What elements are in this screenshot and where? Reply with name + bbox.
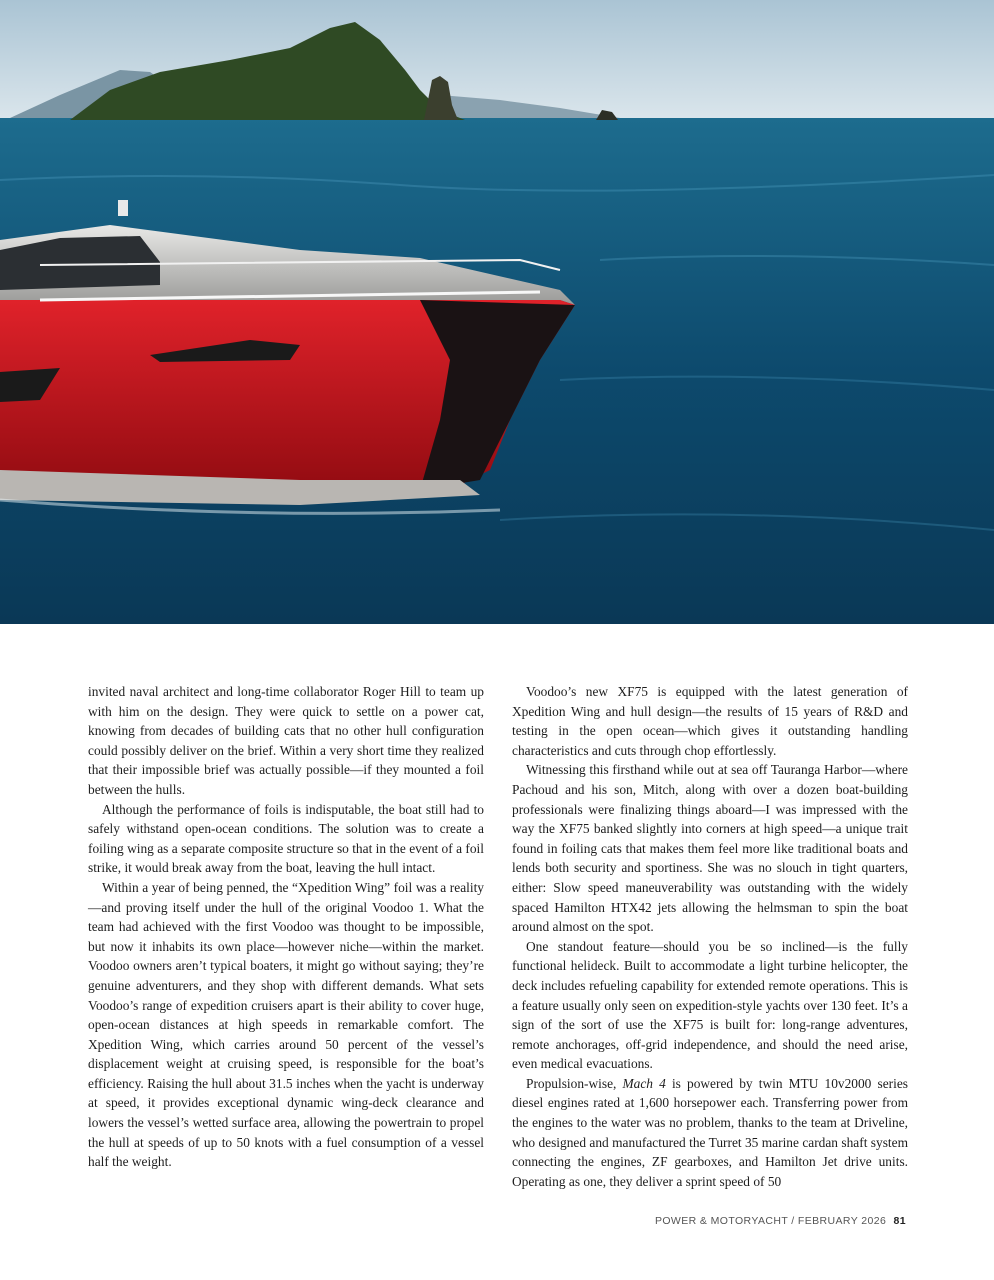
paragraph: Witnessing this firsthand while out at sea off Tauranga Harbor—where Pachoud and his son, Mitch, along with over a dozen boat-building professionals were finalizing things aboard—I was impressed with the way the XF75 banked slightly into corners at high speed—a unique trait found in foiling cats that makes them feel more like traditional boats and lends both security and sportiness. She was no slouch in tight quarters, either: Slow speed maneuverability was outstanding with the widely spaced Hamilton HTX42 jets allowing the helmsman to spin the boat around almost on the spot.: [512, 762, 908, 935]
paragraph-rest: is powered by twin MTU 10v2000 series diesel engines rated at 1,600 horsepower each. Transferring power from the engines to the water was no problem, thanks to the team at Driveline, who designed and manufactured the Turret 35 marine cardan shaft system connecting the engines, ZF gearboxes, and Hamilton Jet drive units. Operating as one, they deliver a sprint speed of 50: [512, 1075, 908, 1189]
paragraph: Voodoo’s new XF75 is equipped with the latest generation of Xpedition Wing and hull design—the results of 15 years of R&D and testing in the open ocean—which gives it outstanding handling characteristics and cuts through chop effortlessly.: [512, 684, 908, 758]
paragraph: [512, 1074, 908, 1192]
boat-name: Mach 4: [622, 1075, 666, 1091]
paragraph: Within a year of being penned, the “Xpedition Wing” foil was a reality—and proving itself under the hull of the original Voodoo 1. What the team had achieved with the first Voodoo was thought to be impossible, but now it inhabits its own place—however niche—within the market. Voodoo owners aren’t typical boaters, it might go without saying; they’re genuine adventurers, and they shop with different demands. What sets Voodoo’s range of expedition cruisers apart is their ability to cover huge, open-ocean distances at high speeds in remarkable comfort. The Xpedition Wing, which carries around 50 percent of the vessel’s displacement weight at cruising speed, is responsible for the boat’s efficiency. Raising the hull about 31.5 inches when the yacht is underway at speed, it provides exceptional dynamic wing-deck clearance and lowers the vessel’s wetted surface area, allowing the powertrain to propel the hull at speeds of up to 50 knots with a fuel consumption of a vessel half the weight.: [88, 879, 484, 1170]
right-column: [512, 682, 908, 1191]
page-number: 81: [893, 1215, 906, 1227]
left-column: [88, 682, 484, 1191]
paragraph-lead: Propulsion-wise,: [526, 1075, 623, 1091]
catamaran-photo-illustration: [0, 0, 994, 624]
paragraph: One standout feature—should you be so inclined—is the fully functional helideck. Built to accommodate a light turbine helicopter, the deck includes refueling capability for extended remote operations. This is a feature usually only seen on expedition-style yachts over 130 feet. It’s a sign of the sort of use the XF75 is built for: long-range adventures, remote anchorages, off-grid independence, and should the need arise, even medical evacuations.: [512, 938, 908, 1072]
paragraph: Although the performance of foils is indisputable, the boat still had to safely withstand open-ocean conditions. The solution was to create a foiling wing as a separate composite structure so that in the event of a foil strike, it would break away from the boat, leaving the hull intact.: [88, 801, 484, 876]
publication-line: POWER & MOTORYACHT / FEBRUARY 2026: [654, 1215, 887, 1227]
article-body: [88, 682, 908, 1191]
page-footer: [655, 1215, 906, 1227]
hero-photo: [0, 0, 994, 624]
paragraph: invited naval architect and long-time collaborator Roger Hill to team up with him on the design. They were quick to settle on a power cat, knowing from decades of building cats that no other hull configuration could possibly deliver on the brief. Within a very short time they realized that their impossible brief was actually possible—if they mounted a foil between the hulls.: [88, 684, 484, 797]
